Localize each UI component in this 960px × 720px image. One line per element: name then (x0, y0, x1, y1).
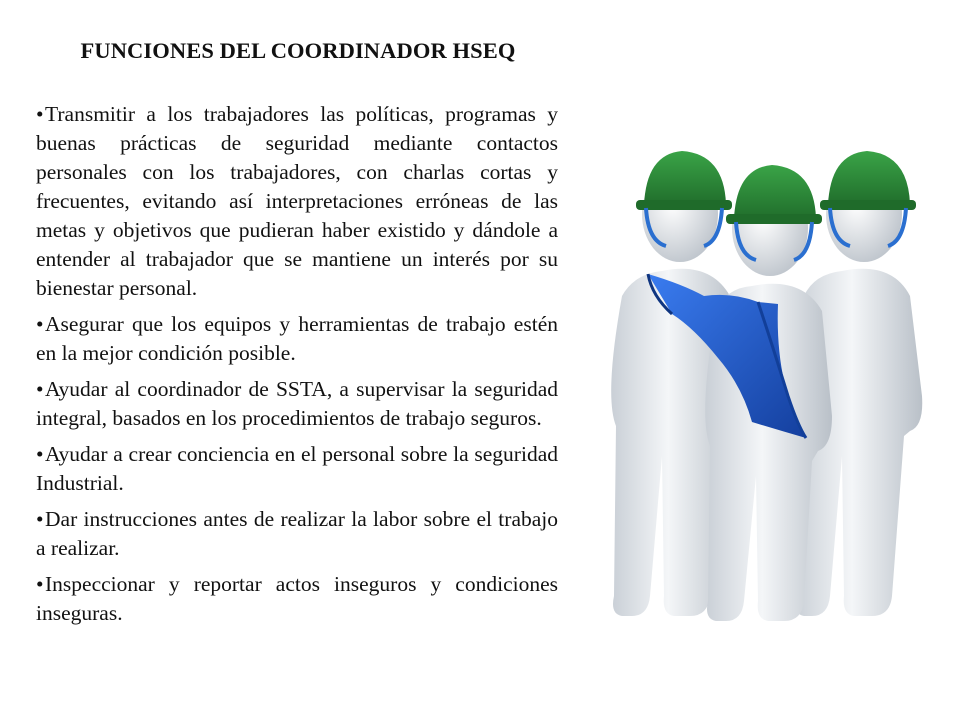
bullet-item (36, 505, 558, 563)
bullet-item (36, 440, 558, 498)
bullet-item (36, 310, 558, 368)
bullet-text: Ayudar a crear conciencia en el personal sobre la seguridad Industrial. (36, 442, 558, 495)
bullet-text: Ayudar al coordinador de SSTA, a supervisar la seguridad integral, basados en los procedimientos de trabajo seguros. (36, 377, 558, 430)
bullet-icon: • (36, 507, 44, 531)
bullet-icon: • (36, 102, 44, 126)
bullet-list (36, 100, 558, 635)
slide-title: FUNCIONES DEL COORDINADOR HSEQ (80, 38, 516, 63)
three-workers-hardhats-blueprint-icon (592, 96, 944, 626)
bullet-text: Transmitir a los trabajadores las políticas, programas y buenas prácticas de seguridad mediante contactos personales con los trabajadores, con charlas cortas y frecuentes, evitando así interpretaciones erróneas de las metas y objetivos que pudieran haber existido y dándole a entender al trabajador que se mantiene un interés por su bienestar personal. (36, 102, 558, 300)
bullet-text: Asegurar que los equipos y herramientas de trabajo estén en la mejor condición posible. (36, 312, 558, 365)
bullet-text: Inspeccionar y reportar actos inseguros y condiciones inseguras. (36, 572, 558, 625)
bullet-item (36, 375, 558, 433)
bullet-item (36, 570, 558, 628)
bullet-icon: • (36, 442, 44, 466)
bullet-text: Dar instrucciones antes de realizar la labor sobre el trabajo a realizar. (36, 507, 558, 560)
bullet-item (36, 100, 558, 303)
bullet-icon: • (36, 377, 44, 401)
bullet-icon: • (36, 572, 44, 596)
bullet-icon: • (36, 312, 44, 336)
